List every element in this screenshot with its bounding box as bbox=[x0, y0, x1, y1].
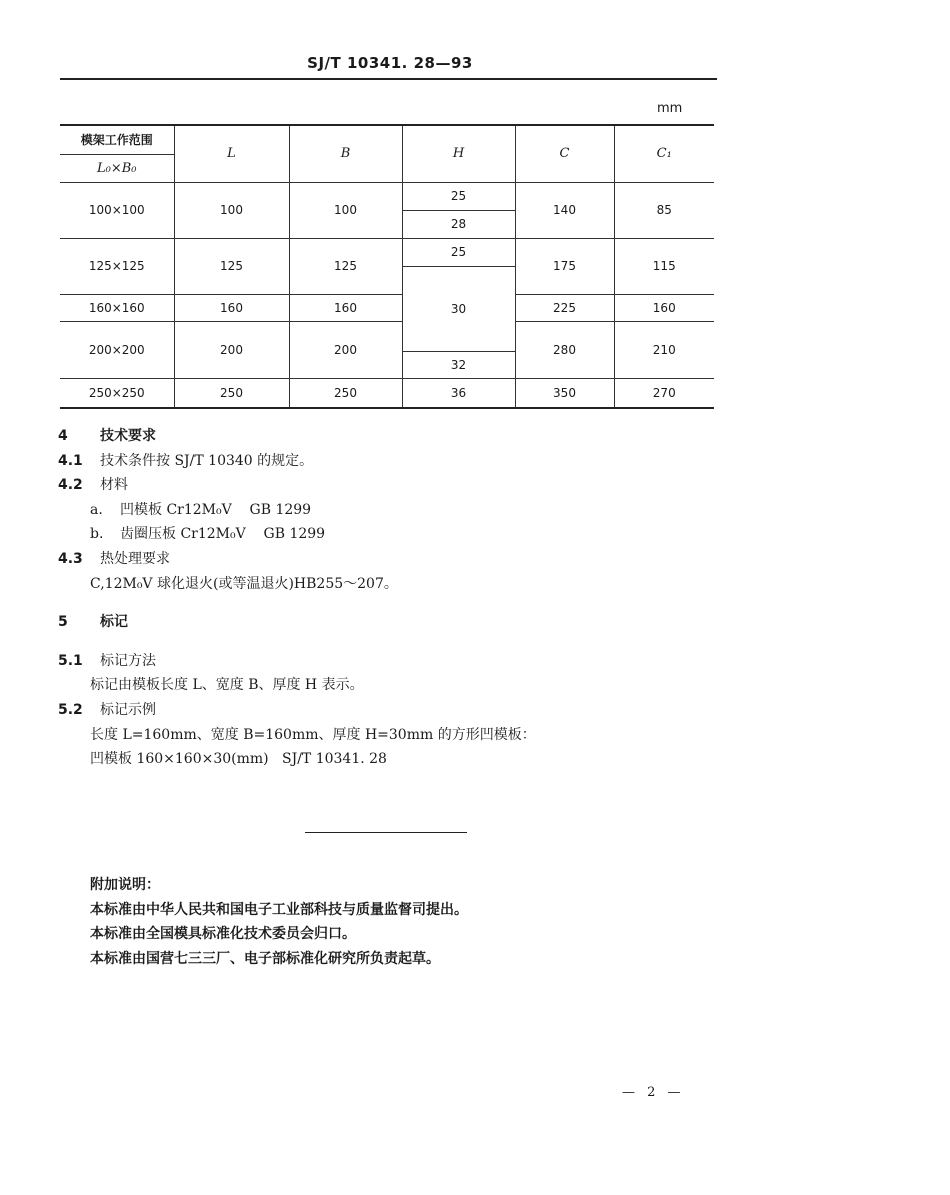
divider bbox=[305, 832, 467, 833]
notes-title: 附加说明： bbox=[90, 877, 160, 893]
section-number: 4 bbox=[58, 428, 68, 444]
table-row bbox=[60, 321, 714, 349]
table-row bbox=[60, 294, 714, 321]
section-4-3-text: C,12M₀V 球化退火(或等温退火)HB255～207。 bbox=[90, 575, 398, 592]
section-number: 5.1 bbox=[58, 652, 83, 669]
section-5-2 bbox=[58, 698, 718, 723]
item-text: 齿圈压板 Cr12M₀V GB 1299 bbox=[120, 526, 326, 543]
dimension-table bbox=[60, 124, 714, 409]
section-number: 5 bbox=[58, 614, 68, 631]
section-title: 标记示例 bbox=[100, 701, 156, 718]
section-5-2-text1: 长度 L=160mm、宽度 B=160mm、厚度 H=30mm 的方形凹模板： bbox=[90, 726, 536, 743]
cell-L: 125 bbox=[174, 238, 289, 294]
section-number: 5.2 bbox=[58, 701, 83, 718]
section-title: 热处理要求 bbox=[100, 550, 170, 567]
notes-line: 本标准由中华人民共和国电子工业部科技与质量监督司提出。 bbox=[90, 901, 468, 918]
body-text bbox=[58, 424, 718, 772]
cell-L: 250 bbox=[174, 378, 289, 408]
page-number: — 2 — bbox=[622, 1085, 685, 1100]
cell-H: 36 bbox=[402, 378, 515, 408]
item-text: 凹模板 Cr12M₀V GB 1299 bbox=[120, 501, 312, 518]
cell-C1: 115 bbox=[614, 238, 714, 294]
cell-H: 30 bbox=[402, 266, 515, 351]
cell-B: 125 bbox=[289, 238, 402, 294]
cell-B: 250 bbox=[289, 378, 402, 408]
section-4-3 bbox=[58, 547, 718, 572]
header-H: H bbox=[402, 125, 515, 182]
cell-H: 28 bbox=[402, 210, 515, 238]
notes-line: 本标准由全国模具标准化技术委员会归口。 bbox=[90, 926, 356, 942]
header-C: C bbox=[515, 125, 614, 182]
cell-L: 160 bbox=[174, 294, 289, 321]
section-4-2-b bbox=[58, 522, 718, 547]
table-row bbox=[60, 378, 714, 408]
cell-C1: 210 bbox=[614, 321, 714, 378]
section-5-2-text2: 凹模板 160×160×30(mm) SJ/T 10341. 28 bbox=[90, 751, 387, 768]
cell-C1: 85 bbox=[614, 182, 714, 238]
cell-H: 32 bbox=[402, 351, 515, 378]
cell-range: 100×100 bbox=[60, 182, 174, 238]
section-title: 标记方法 bbox=[100, 652, 156, 669]
section-number: 4.3 bbox=[58, 550, 83, 567]
table-row bbox=[60, 182, 714, 210]
cell-range: 125×125 bbox=[60, 238, 174, 294]
cell-L: 200 bbox=[174, 321, 289, 378]
cell-L: 100 bbox=[174, 182, 289, 238]
page-header: SJ/T 10341. 28—93 bbox=[307, 54, 473, 72]
cell-B: 200 bbox=[289, 321, 402, 378]
section-5-heading bbox=[58, 610, 718, 635]
notes-line: 本标准由国营七三三厂、电子部标准化研究所负责起草。 bbox=[90, 950, 440, 967]
header-B: B bbox=[289, 125, 402, 182]
cell-C: 350 bbox=[515, 378, 614, 408]
section-4-2-a bbox=[58, 498, 718, 523]
section-4-heading bbox=[58, 424, 718, 449]
header-range-formula: L₀×B₀ bbox=[60, 154, 174, 182]
section-text: 技术条件按 SJ/T 10340 的规定。 bbox=[100, 452, 314, 469]
cell-H: 25 bbox=[402, 238, 515, 266]
cell-C: 280 bbox=[515, 321, 614, 378]
section-5-1-text: 标记由模板长度 L、宽度 B、厚度 H 表示。 bbox=[90, 677, 364, 694]
cell-H: 25 bbox=[402, 182, 515, 210]
section-4-2 bbox=[58, 473, 718, 498]
additional-notes bbox=[90, 873, 468, 971]
section-number: 4.1 bbox=[58, 452, 83, 469]
cell-C1: 270 bbox=[614, 378, 714, 408]
table-row bbox=[60, 238, 714, 266]
section-title: 材料 bbox=[100, 477, 128, 494]
cell-range: 250×250 bbox=[60, 378, 174, 408]
header-rule bbox=[60, 78, 717, 80]
section-5-1 bbox=[58, 649, 718, 674]
cell-C1: 160 bbox=[614, 294, 714, 321]
unit-label: mm bbox=[657, 101, 683, 116]
item-label: a. bbox=[90, 501, 103, 518]
header-range-label: 模架工作范围 bbox=[60, 125, 174, 154]
section-number: 4.2 bbox=[58, 477, 83, 494]
item-label: b. bbox=[90, 526, 104, 543]
header-C1: C₁ bbox=[614, 125, 714, 182]
header-L: L bbox=[174, 125, 289, 182]
cell-B: 100 bbox=[289, 182, 402, 238]
cell-C: 140 bbox=[515, 182, 614, 238]
cell-C: 225 bbox=[515, 294, 614, 321]
cell-range: 160×160 bbox=[60, 294, 174, 321]
section-title: 标记 bbox=[100, 614, 128, 631]
cell-range: 200×200 bbox=[60, 321, 174, 378]
section-4-1 bbox=[58, 449, 718, 474]
cell-B: 160 bbox=[289, 294, 402, 321]
section-title: 技术要求 bbox=[100, 428, 156, 444]
cell-C: 175 bbox=[515, 238, 614, 294]
